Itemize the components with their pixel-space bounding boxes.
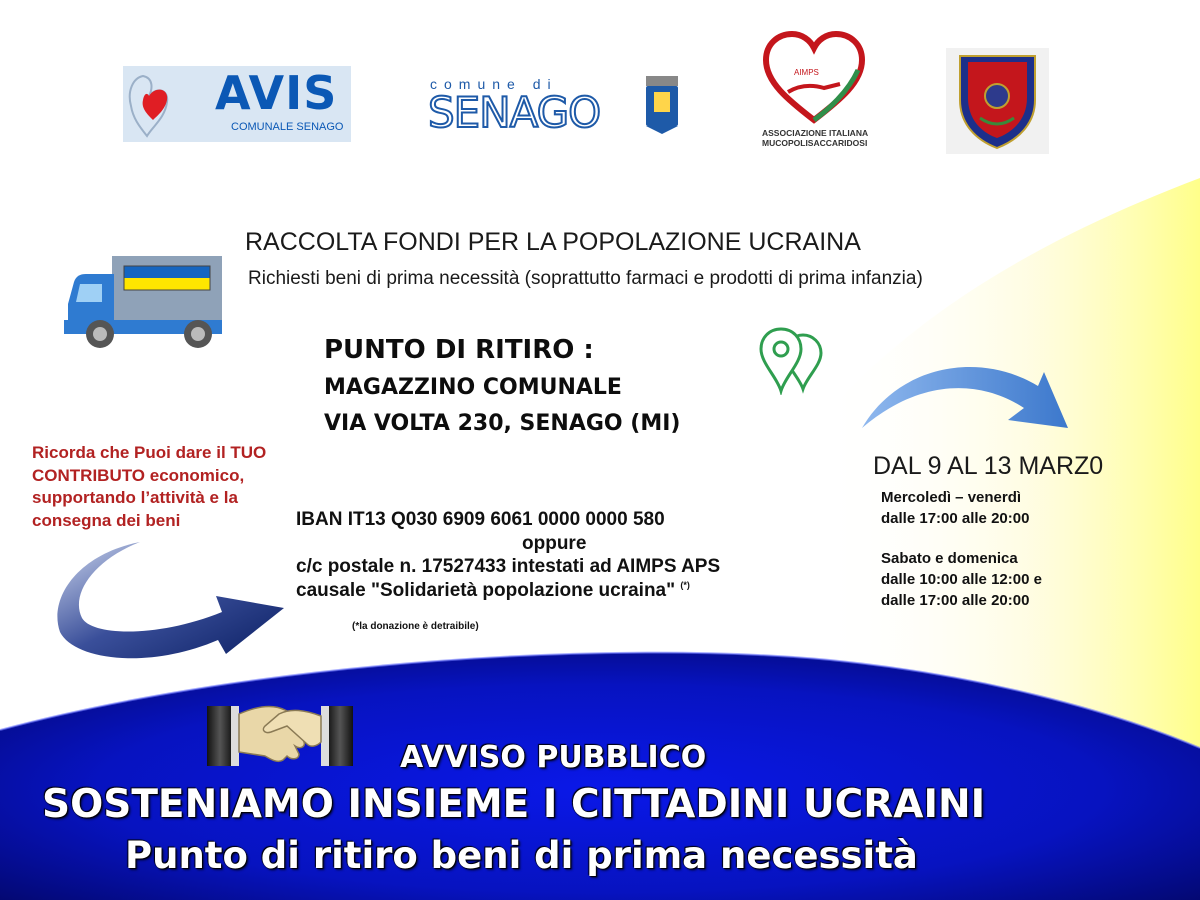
aimps-logo-name: AIMPS [794, 68, 819, 77]
fundraising-title: RACCOLTA FONDI PER LA POPOLAZIONE UCRAINA [245, 228, 861, 256]
tagline: Punto di ritiro beni di prima necessità [125, 834, 918, 877]
senago-logo-prefix: comune di [430, 76, 558, 92]
handshake-icon [207, 700, 353, 772]
weekday-hours: dalle 17:00 alle 20:00 [881, 510, 1030, 527]
payment-reason [296, 580, 690, 602]
iban-text: IBAN IT13 Q030 6909 6061 0000 0000 580 [296, 509, 665, 530]
aimps-logo-line1: ASSOCIAZIONE ITALIANA [762, 128, 869, 138]
senago-crest-icon [640, 72, 684, 134]
tax-deductible-note: (*la donazione è detraibile) [352, 621, 479, 632]
footnote-mark: (*) [680, 580, 690, 590]
senago-logo [428, 72, 686, 138]
avis-logo-name: AVIS [215, 66, 338, 120]
location-pin-icon [755, 325, 829, 395]
pickup-address: VIA VOLTA 230, SENAGO (MI) [324, 411, 681, 436]
avis-logo-subtitle: COMUNALE SENAGO [231, 121, 344, 133]
pickup-label: PUNTO DI RITIRO : [324, 335, 594, 365]
senago-logo-name: SENAGO [428, 88, 601, 137]
curved-arrow-left-icon [48, 540, 288, 665]
truck-icon [62, 254, 224, 354]
fundraising-subtitle: Richiesti beni di prima necessità (soprattutto farmaci e prodotti di prima infanzia) [248, 268, 923, 289]
weekend-days: Sabato e domenica [881, 550, 1018, 567]
pickup-place: MAGAZZINO COMUNALE [324, 375, 622, 400]
headline: SOSTENIAMO INSIEME I CITTADINI UCRAINI [42, 782, 986, 827]
curved-arrow-right-icon [858, 356, 1078, 436]
contribution-reminder: Ricorda che Puoi dare il TUO CONTRIBUTO economico, supportando l’attività e la consegna dei beni [32, 443, 267, 530]
postal-account-text: c/c postale n. 17527433 intestati ad AIMPS APS [296, 556, 721, 577]
avis-logo [123, 66, 351, 142]
weekend-hours-morning: dalle 10:00 alle 12:00 e [881, 571, 1042, 588]
date-range: DAL 9 AL 13 MARZ0 [873, 452, 1104, 480]
heart-handshake-icon [758, 30, 870, 128]
public-notice-label: AVVISO PUBBLICO [400, 740, 707, 775]
carabinieri-shield-icon [946, 48, 1049, 154]
aimps-logo [758, 30, 870, 150]
or-text: oppure [522, 533, 587, 554]
weekend-hours-evening: dalle 17:00 alle 20:00 [881, 592, 1030, 609]
aimps-logo-line2: MUCOPOLISACCARIDOSI [762, 138, 868, 148]
payment-reason-text: causale "Solidarietà popolazione ucraina" [296, 580, 676, 601]
weekday-days: Mercoledì – venerdì [881, 489, 1022, 506]
carabinieri-logo [946, 48, 1049, 154]
